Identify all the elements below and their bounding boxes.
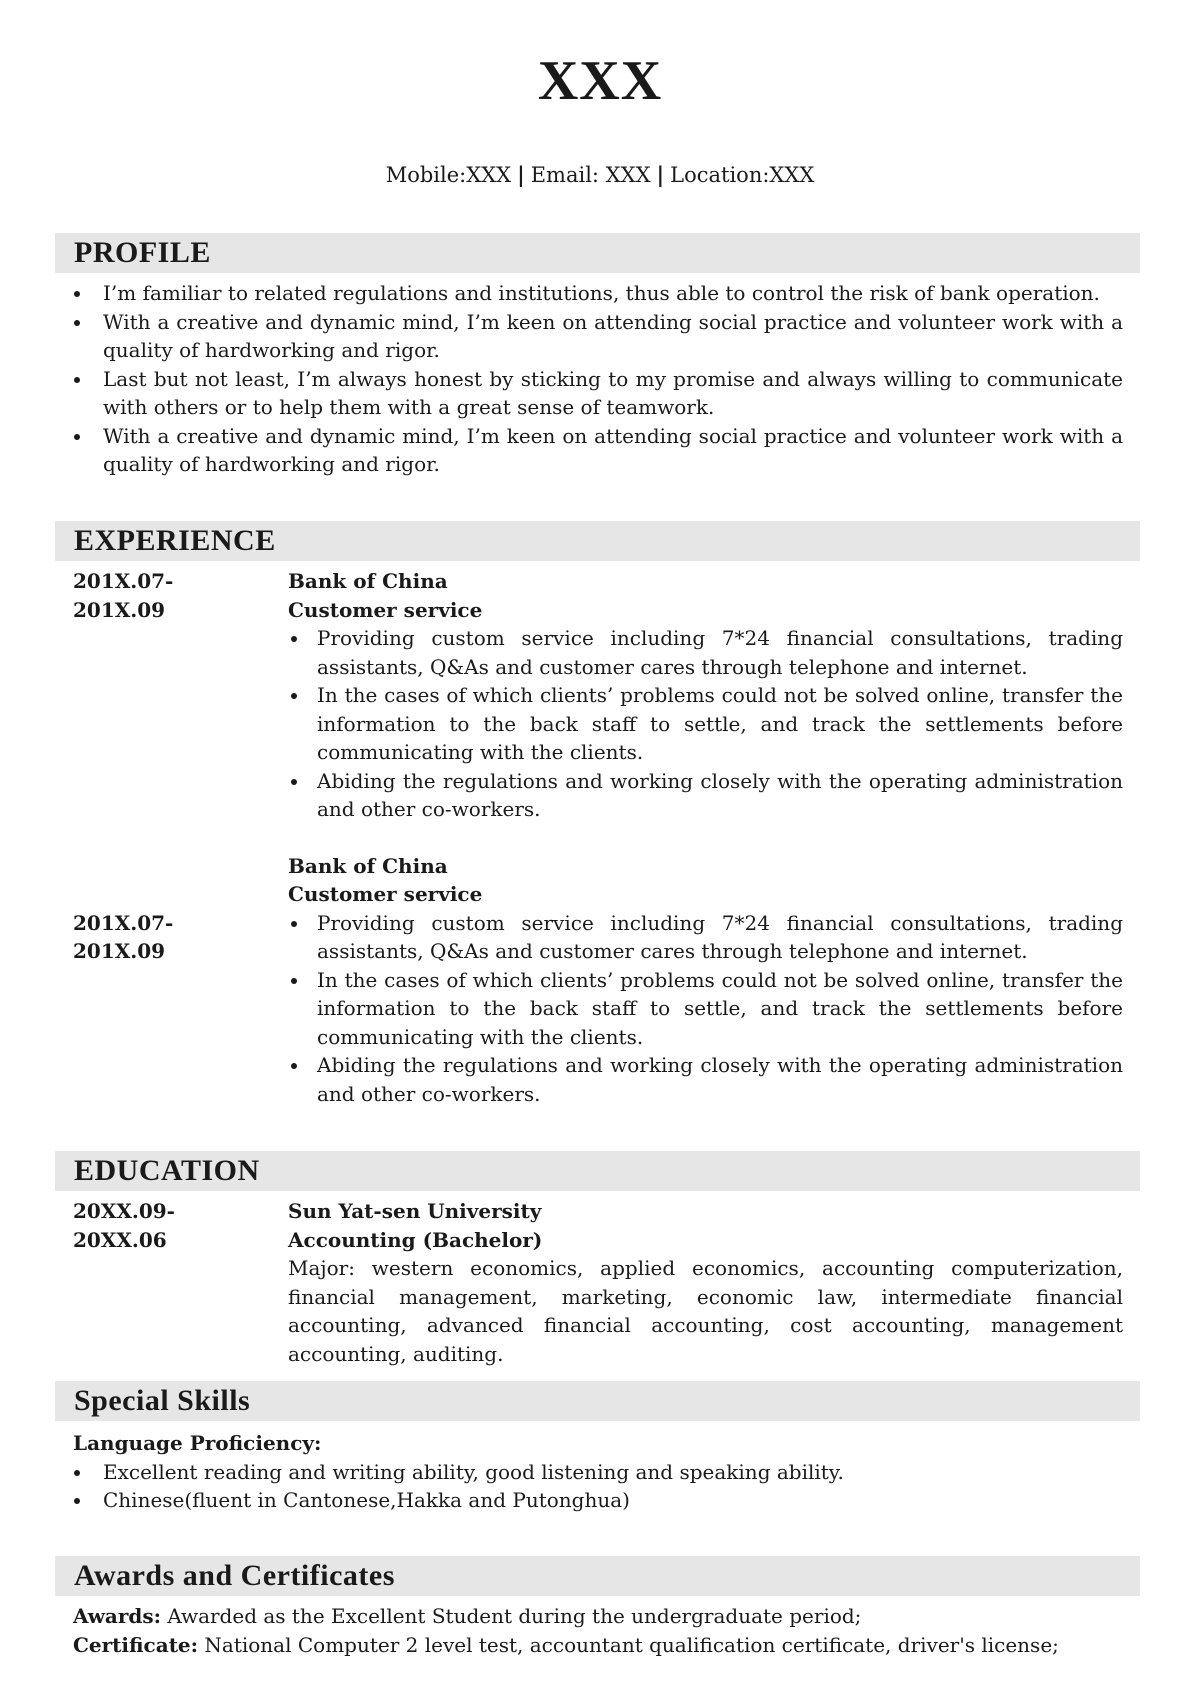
entry-main [288, 1197, 1123, 1368]
contact-mobile: Mobile:XXX [385, 163, 512, 187]
skills-section [55, 1381, 1140, 1515]
list-item: Providing custom service including 7*24 financial consultations, trading assistants, Q&As and customer cares through telephone and internet. [288, 909, 1123, 966]
entry-main [288, 567, 1123, 824]
entry-date [73, 567, 263, 624]
major-courses: Major: western economics, applied economics, accounting computerization, financial management, marketing, economic law, intermediate financial accounting, advanced financial accounting, cost accounting, management accounting, auditing. [288, 1256, 1123, 1366]
candidate-name: XXX [537, 50, 663, 112]
section-heading-awards: Awards and Certificates [55, 1556, 1140, 1596]
degree: Accounting (Bachelor) [288, 1227, 543, 1252]
duties-list [288, 624, 1123, 824]
date-end: 201X.09 [73, 597, 166, 622]
contact-location: Location:XXX [670, 163, 815, 187]
certificate-text: National Computer 2 level test, accountant qualification certificate, driver's license; [204, 1632, 1059, 1657]
certificate-label: Certificate: [73, 1632, 199, 1657]
list-item: Excellent reading and writing ability, good listening and speaking ability. [55, 1458, 1140, 1487]
contact-separator: | [517, 162, 525, 187]
duties-list [288, 909, 1123, 1109]
list-item: I’m familiar to related regulations and institutions, thus able to control the risk of bank operation. [55, 279, 1140, 308]
list-item: Last but not least, I’m always honest by sticking to my promise and always willing to communicate with others or to help them with a great sense of teamwork. [55, 365, 1140, 422]
education-entry [55, 1197, 1140, 1368]
awards-section [55, 1556, 1140, 1659]
job-title: Customer service [288, 882, 483, 906]
entry-date [73, 909, 263, 966]
contact-separator: | [656, 162, 665, 187]
section-heading-experience: EXPERIENCE [55, 521, 1140, 561]
entry-date [73, 1197, 263, 1254]
list-item: With a creative and dynamic mind, I’m keen on attending social practice and volunteer work with a quality of hardworking and rigor. [55, 308, 1140, 365]
section-heading-skills: Special Skills [55, 1381, 1140, 1421]
employer-name: Bank of China [288, 569, 448, 593]
list-item: Providing custom service including 7*24 financial consultations, trading assistants, Q&As and customer cares through telephone and internet. [288, 624, 1123, 681]
list-item: In the cases of which clients’ problems could not be solved online, transfer the information to the back staff to settle, and track the settlements before communicating with the clients. [288, 681, 1123, 767]
experience-entry [55, 567, 1140, 824]
skills-subheading: Language Proficiency: [73, 1431, 322, 1455]
date-end: 201X.09 [73, 939, 166, 963]
profile-section [55, 233, 1140, 479]
list-item: With a creative and dynamic mind, I’m keen on attending social practice and volunteer work with a quality of hardworking and rigor. [55, 422, 1140, 479]
awards-line [55, 1602, 1140, 1631]
contact-email: Email: XXX [530, 163, 651, 187]
experience-section [55, 521, 1140, 1108]
certificate-line [55, 1631, 1140, 1660]
date-start: 201X.07- [73, 569, 174, 593]
school-name: Sun Yat-sen University [288, 1199, 542, 1223]
job-title: Customer service [288, 597, 483, 622]
list-item: Abiding the regulations and working closely with the operating administration and other co-workers. [288, 767, 1123, 824]
date-end: 20XX.06 [73, 1227, 167, 1252]
list-item: In the cases of which clients’ problems could not be solved online, transfer the information to the back staff to settle, and track the settlements before communicating with the clients. [288, 966, 1123, 1052]
section-heading-profile: PROFILE [55, 233, 1140, 273]
date-start: 20XX.09- [73, 1199, 175, 1223]
employer-name: Bank of China [288, 853, 448, 878]
entry-main [288, 852, 1123, 1109]
list-item: Abiding the regulations and working closely with the operating administration and other co-workers. [288, 1051, 1123, 1108]
list-item: Chinese(fluent in Cantonese,Hakka and Putonghua) [55, 1486, 1140, 1515]
profile-list [55, 279, 1140, 479]
section-heading-education: EDUCATION [55, 1151, 1140, 1191]
date-start: 201X.07- [73, 910, 174, 935]
awards-text: Awarded as the Excellent Student during the undergraduate period; [167, 1604, 862, 1628]
awards-label: Awards: [73, 1604, 162, 1628]
contact-line [0, 160, 1200, 190]
education-section [55, 1151, 1140, 1368]
experience-entry [55, 852, 1140, 1109]
skills-list [55, 1458, 1140, 1515]
